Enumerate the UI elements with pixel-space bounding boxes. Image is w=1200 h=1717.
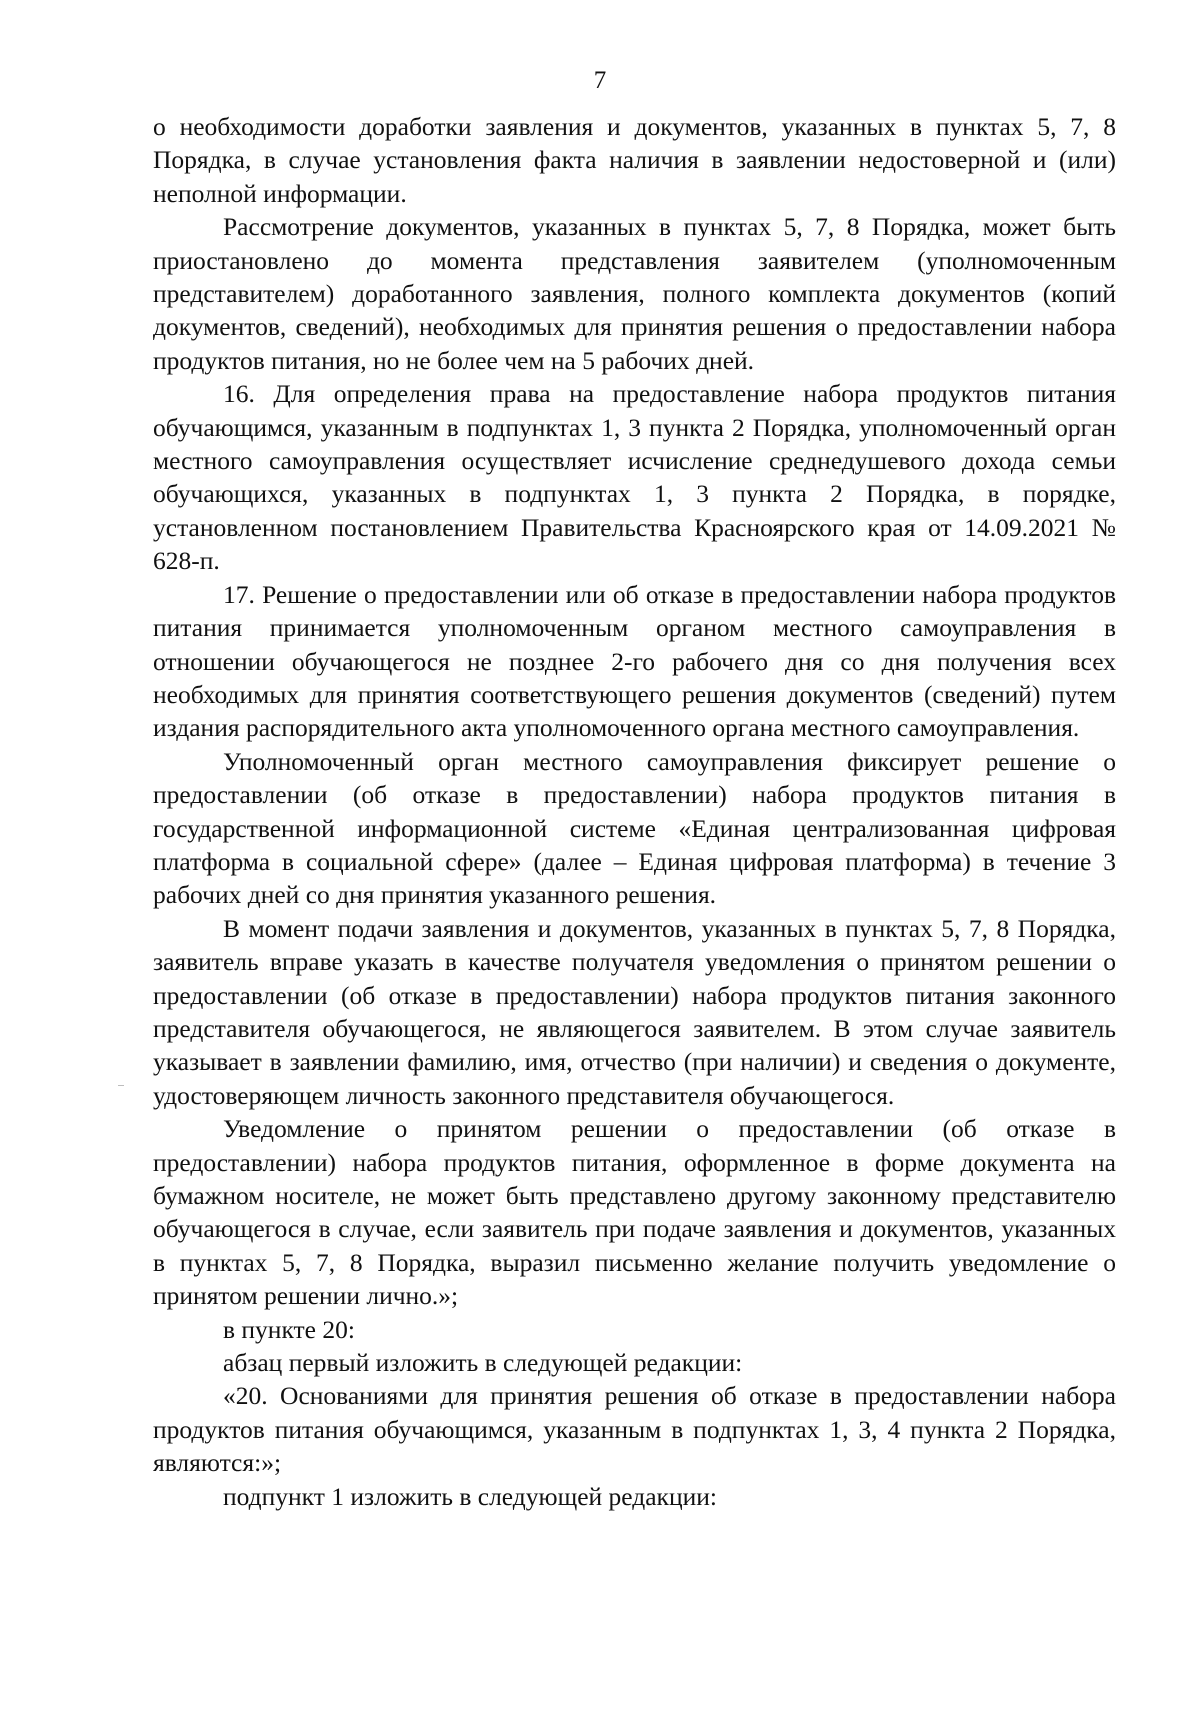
document-body bbox=[153, 110, 1116, 1513]
paragraph-decision-registration: Уполномоченный орган местного самоуправления фиксирует решение о предоставлении (об отказе в предоставлении) набора продуктов питания в государственной информационной системе «Единая централизованная цифровая платформа в социальной сфере» (далее – Единая цифровая платформа) в течение 3 рабочих дней со дня принятия указанного решения. bbox=[153, 746, 1116, 910]
paragraph-item-20-intro: в пункте 20: bbox=[223, 1314, 355, 1344]
paragraph-notification-paper: Уведомление о принятом решении о предоставлении (об отказе в предоставлении) набора продуктов питания, оформленное в форме документа на бумажном носителе, не может быть представлено другому законному представителю обучающегося в случае, если заявитель при подаче заявления и документов, указанных в пунктах 5, 7, 8 Порядка, выразил письменно желание получить уведомление о принятом решении лично.»; bbox=[153, 1114, 1116, 1311]
paragraph-notification-recipient: В момент подачи заявления и документов, указанных в пунктах 5, 7, 8 Порядка, заявитель вправе указать в качестве получателя уведомления о принятом решении о предоставлении (об отказе в предоставлении) набора продуктов питания законного представителя обучающегося, не являющегося заявителем. В этом случае заявитель указывает в заявлении фамилию, имя, отчество (при наличии) и сведения о документе, удостоверяющем личность законного представителя обучающегося. bbox=[153, 913, 1116, 1110]
paragraph-item-16: 16. Для определения права на предоставление набора продуктов питания обучающимся, указанным в подпунктах 1, 3 пункта 2 Порядка, уполномоченный орган местного самоуправления осуществляет исчисление среднедушевого дохода семьи обучающихся, указанных в подпунктах 1, 3 пункта 2 Порядка, в порядке, установленном постановлением Правительства Красноярского края от 14.09.2021 № 628-п. bbox=[153, 379, 1116, 576]
paragraph-first-abzac: абзац первый изложить в следующей редакции: bbox=[223, 1348, 743, 1378]
paragraph-review-suspension: Рассмотрение документов, указанных в пунктах 5, 7, 8 Порядка, может быть приостановлено до момента представления заявителем (уполномоченным представителем) доработанного заявления, полного комплекта документов (копий документов, сведений), необходимых для принятия решения о предоставлении набора продуктов питания, но не более чем на 5 рабочих дней. bbox=[153, 212, 1116, 375]
paragraph-item-17: 17. Решение о предоставлении или об отказе в предоставлении набора продуктов питания принимается уполномоченным органом местного самоуправления в отношении обучающегося не позднее 2-го рабочего дня со дня получения всех необходимых для принятия соответствующего решения документов (сведений) путем издания распорядительного акта уполномоченного органа местного самоуправления. bbox=[153, 579, 1116, 743]
scan-dot bbox=[118, 1085, 124, 1086]
paragraph-item-20-text: «20. Основаниями для принятия решения об отказе в предоставлении набора продуктов питания обучающимся, указанным в подпунктах 1, 3, 4 пункта 2 Порядка, являются:»; bbox=[153, 1381, 1116, 1478]
paragraph-continuation: о необходимости доработки заявления и документов, указанных в пунктах 5, 7, 8 Порядка, в случае установления факта наличия в заявлении недостоверной и (или) неполной информации. bbox=[153, 112, 1116, 208]
paragraph-subitem-1: подпункт 1 изложить в следующей редакции: bbox=[223, 1481, 717, 1511]
page-number: 7 bbox=[593, 67, 607, 94]
